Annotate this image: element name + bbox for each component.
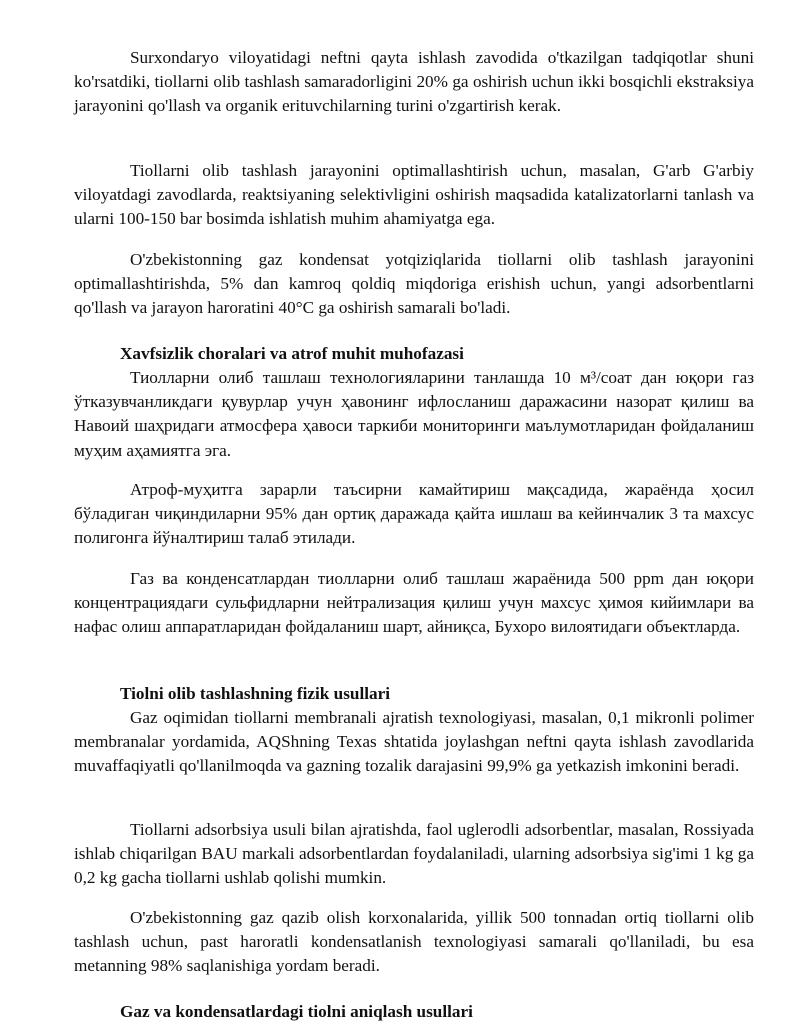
paragraph-optimization [74, 159, 754, 232]
paragraph-protective-gear [74, 567, 754, 640]
section-heading-physical-methods: Tiolni olib tashlashning fizik usullari [120, 684, 391, 703]
paragraph-text: Tiollarni olib tashlash jarayonini optimallashtirish uchun, masalan, G'arb G'arbiy viloyatdagi zavodlarda, reaktsiyaning selektivligini oshirish maqsadida katalizatorlarni tanlash va ularni 100-150 bar bosimda ishlatish muhim ahamiyatga ega. [74, 161, 754, 229]
paragraph-surxondaryo [74, 46, 754, 119]
paragraph-adsorption [74, 818, 754, 891]
paragraph-condensation [74, 906, 754, 979]
paragraph-membrane [74, 706, 754, 779]
paragraph-text: Тиолларни олиб ташлаш технологияларини танлашда 10 м³/соат дан юқори газ ўтказувчанликдаги қувурлар учун ҳавонинг ифлосланиш даражасини назорат қилиш ва Навоий шаҳридаги атмосфера ҳавоси таркиби мониторинги маълумотларидан фойдаланиш муҳим аҳамиятга эга. [74, 368, 754, 460]
paragraph-text: Gaz oqimidan tiollarni membranali ajratish texnologiyasi, masalan, 0,1 mikronli polimer membranalar yordamida, AQShning Texas shtatida joylashgan neftni qayta ishlash zavodlarida muvaffaqiyatli qo'llanilmoqda va gazning tozalik darajasini 99,9% ga yetkazish imkonini beradi. [74, 708, 754, 776]
paragraph-text: O'zbekistonning gaz kondensat yotqiziqlarida tiollarni olib tashlash jarayonini optimallashtirishda, 5% dan kamroq qoldiq miqdoriga erishish uchun, yangi adsorbentlarni qo'llash va jarayon haroratini 40°C ga oshirish samarali bo'ladi. [74, 250, 754, 318]
paragraph-text: Атроф-муҳитга зарарли таъсирни камайтириш мақсадида, жараёнда ҳосил бўладиган чиқиндиларни 95% дан ортиқ даражада қайта ишлаш ва кейинчалик 3 та махсус полигонга йўналтириш талаб этилади. [74, 480, 754, 548]
paragraph-gas-condensate [74, 248, 754, 321]
paragraph-pipelines [74, 366, 754, 463]
section-heading-detection-methods: Gaz va kondensatlardagi tiolni aniqlash usullari [120, 1002, 473, 1021]
paragraph-text: Tiollarni adsorbsiya usuli bilan ajratishda, faol uglerodli adsorbentlar, masalan, Rossiyada ishlab chiqarilgan BAU markali adsorbentlardan foydalaniladi, ularning adsorbsiya sig'imi 1 kg ga 0,2 kg gacha tiollarni ushlab qolishi mumkin. [74, 820, 754, 888]
paragraph-text: O'zbekistonning gaz qazib olish korxonalarida, yillik 500 tonnadan ortiq tiollarni olib tashlash uchun, past haroratli kondensatlanish texnologiyasi samarali qo'llaniladi, bu esa metanning 98% saqlanishiga yordam beradi. [74, 908, 754, 976]
paragraph-text: Surxondaryo viloyatidagi neftni qayta ishlash zavodida o'tkazilgan tadqiqotlar shuni ko'rsatdiki, tiollarni olib tashlash samaradorligini 20% ga oshirish uchun ikki bosqichli ekstraksiya jarayonini qo'llash va organik erituvchilarning turini o'zgartirish kerak. [74, 48, 754, 116]
section-heading-safety: Xavfsizlik choralari va atrof muhit muhofazasi [120, 344, 464, 363]
paragraph-text: Газ ва конденсатлардан тиолларни олиб ташлаш жараёнида 500 ppm дан юқори концентрациядаги сульфидларни нейтрализация қилиш учун махсус ҳимоя кийимлари ва нафас олиш аппаратларидан фойдаланиш шарт, айниқса, Бухоро вилоятидаги объектларда. [74, 569, 754, 637]
paragraph-waste-recycling [74, 478, 754, 551]
